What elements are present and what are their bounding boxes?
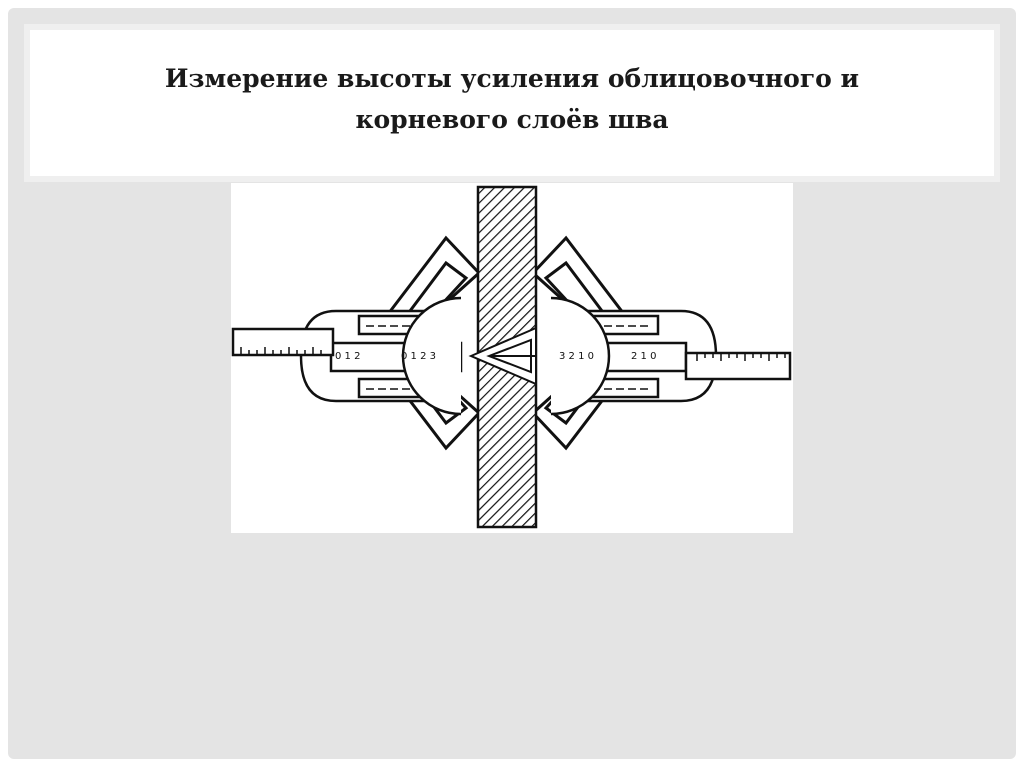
right-outer-scale-digits: 2 1 0	[631, 351, 657, 362]
left-ruler	[233, 329, 333, 355]
right-ruler	[686, 353, 790, 379]
weld-gauge-diagram	[231, 183, 793, 533]
slide-title-line-2: корневого слоёв шва	[355, 105, 669, 134]
slide-title-line-1: Измерение высоты усиления облицовочного и	[164, 64, 860, 93]
slide-title	[0, 58, 1024, 140]
weld-gauge-figure	[231, 183, 793, 533]
left-inner-scale-digits: 0 1 2 3	[401, 351, 436, 362]
left-outer-scale-digits: 0 1 2	[335, 351, 361, 362]
right-inner-scale-digits: 3 2 1 0	[559, 351, 594, 362]
